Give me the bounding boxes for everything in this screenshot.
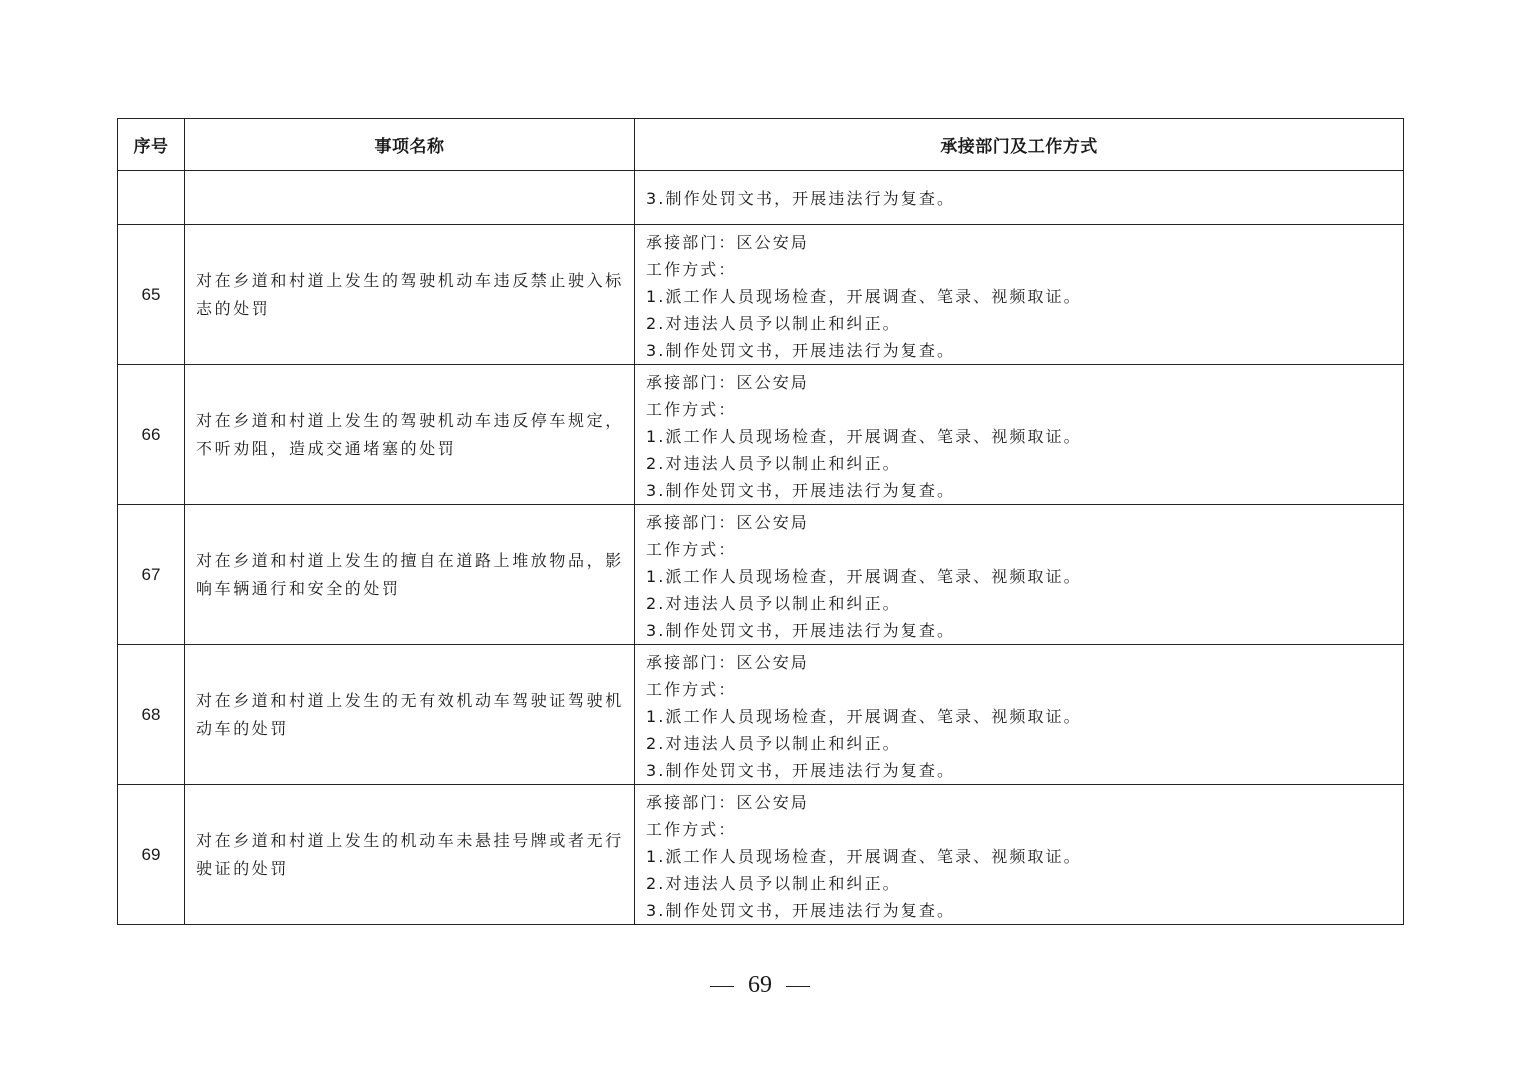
dept-cell — [635, 505, 1404, 645]
dept-line: 2.对违法人员予以制止和纠正。 — [646, 593, 901, 613]
table-row-continuation — [118, 171, 1404, 225]
dept-line: 3.制作处罚文书，开展违法行为复查。 — [646, 340, 956, 360]
dept-line: 1.派工作人员现场检查，开展调查、笔录、视频取证。 — [646, 566, 1082, 586]
dept-cell — [635, 785, 1404, 925]
dept-line: 3.制作处罚文书，开展违法行为复查。 — [646, 620, 956, 640]
dept-line: 2.对违法人员予以制止和纠正。 — [646, 733, 901, 753]
table-row — [118, 225, 1404, 365]
table-row — [118, 645, 1404, 785]
dept-line: 2.对违法人员予以制止和纠正。 — [646, 873, 901, 893]
dept-line: 工作方式： — [646, 259, 737, 279]
seq-cell: 66 — [118, 365, 185, 505]
dept-line: 1.派工作人员现场检查，开展调查、笔录、视频取证。 — [646, 426, 1082, 446]
dept-line: 3.制作处罚文书，开展违法行为复查。 — [646, 188, 956, 208]
footer-dash-right — [786, 986, 810, 987]
dept-cell — [635, 171, 1404, 225]
matters-table — [117, 118, 1404, 925]
dept-line: 1.派工作人员现场检查，开展调查、笔录、视频取证。 — [646, 846, 1082, 866]
header-dept: 承接部门及工作方式 — [635, 119, 1404, 171]
name-cell: 对在乡道和村道上发生的擅自在道路上堆放物品，影响车辆通行和安全的处罚 — [185, 505, 635, 645]
dept-line: 承接部门：区公安局 — [646, 652, 809, 672]
header-name: 事项名称 — [185, 119, 635, 171]
page-number: 69 — [748, 972, 772, 998]
dept-cell — [635, 225, 1404, 365]
seq-cell: 65 — [118, 225, 185, 365]
table-row — [118, 365, 1404, 505]
dept-line: 3.制作处罚文书，开展违法行为复查。 — [646, 900, 956, 920]
dept-line: 1.派工作人员现场检查，开展调查、笔录、视频取证。 — [646, 286, 1082, 306]
name-cell: 对在乡道和村道上发生的驾驶机动车违反停车规定，不听劝阻，造成交通堵塞的处罚 — [185, 365, 635, 505]
table-body — [118, 171, 1404, 925]
header-seq: 序号 — [118, 119, 185, 171]
dept-line: 承接部门：区公安局 — [646, 232, 809, 252]
dept-line: 承接部门：区公安局 — [646, 512, 809, 532]
dept-line: 2.对违法人员予以制止和纠正。 — [646, 453, 901, 473]
dept-cell — [635, 645, 1404, 785]
seq-cell — [118, 171, 185, 225]
seq-cell: 69 — [118, 785, 185, 925]
dept-line: 1.派工作人员现场检查，开展调查、笔录、视频取证。 — [646, 706, 1082, 726]
name-cell: 对在乡道和村道上发生的机动车未悬挂号牌或者无行驶证的处罚 — [185, 785, 635, 925]
seq-cell: 68 — [118, 645, 185, 785]
dept-line: 2.对违法人员予以制止和纠正。 — [646, 313, 901, 333]
dept-line: 工作方式： — [646, 399, 737, 419]
dept-line: 工作方式： — [646, 679, 737, 699]
dept-line: 3.制作处罚文书，开展违法行为复查。 — [646, 480, 956, 500]
dept-line: 3.制作处罚文书，开展违法行为复查。 — [646, 760, 956, 780]
seq-cell: 67 — [118, 505, 185, 645]
dept-line: 承接部门：区公安局 — [646, 372, 809, 392]
name-cell: 对在乡道和村道上发生的无有效机动车驾驶证驾驶机动车的处罚 — [185, 645, 635, 785]
table-row — [118, 785, 1404, 925]
dept-line: 工作方式： — [646, 819, 737, 839]
table-header-row — [118, 119, 1404, 171]
footer-dash-left — [710, 986, 734, 987]
dept-cell — [635, 365, 1404, 505]
table-row — [118, 505, 1404, 645]
name-cell — [185, 171, 635, 225]
name-cell: 对在乡道和村道上发生的驾驶机动车违反禁止驶入标志的处罚 — [185, 225, 635, 365]
dept-line: 工作方式： — [646, 539, 737, 559]
dept-line: 承接部门：区公安局 — [646, 792, 809, 812]
page-footer — [0, 972, 1520, 999]
